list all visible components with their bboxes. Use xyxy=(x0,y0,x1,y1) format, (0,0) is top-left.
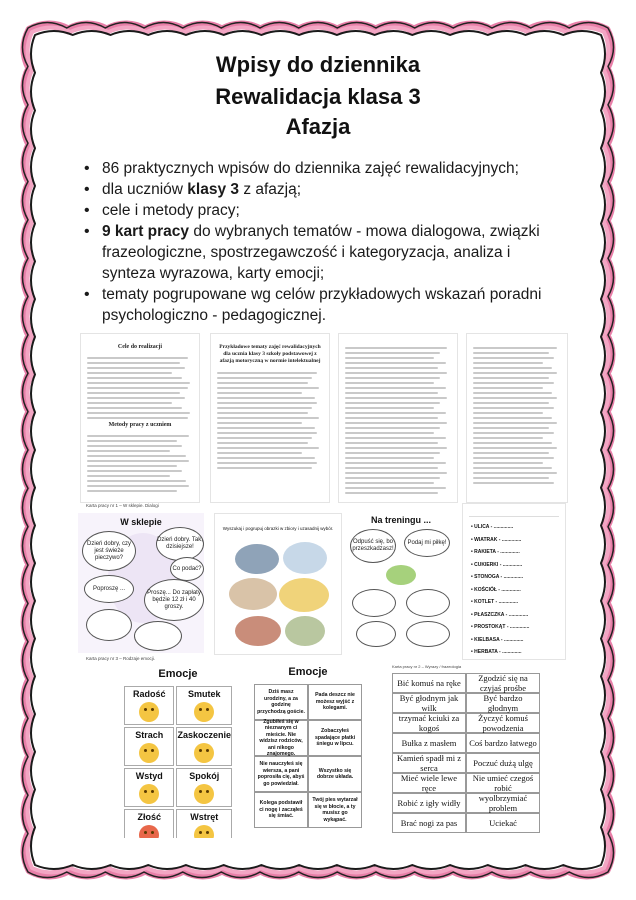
text-line xyxy=(473,462,543,464)
words-list xyxy=(463,521,565,660)
text-line xyxy=(87,382,190,384)
page4-lines xyxy=(467,334,567,484)
text-line xyxy=(473,417,552,419)
text-line xyxy=(217,402,317,404)
page2-title: Przykładowe tematy zajęć rewalidacyjnych dla ucznia klasy 3 szkoły podstawowej z afazją motoryczną w normie intelektualnej xyxy=(219,344,321,364)
text-line xyxy=(473,447,557,449)
worksheet-shop xyxy=(78,513,204,653)
scenario-cell: Wszystko się dobrze układa. xyxy=(308,756,362,792)
text-line xyxy=(217,377,312,379)
text-line xyxy=(87,402,172,404)
text-line xyxy=(345,457,434,459)
text-line xyxy=(345,362,446,364)
text-line xyxy=(473,372,557,374)
word-list-item: • STONOGA - .............. xyxy=(471,574,524,580)
surprise-face-icon xyxy=(194,743,214,763)
feature-item-5: • tematy pogrupowane wg celów przykładowych wskazań poradni psychologiczno - pedagogicznej. xyxy=(84,284,564,326)
word-label: STONOGA xyxy=(474,574,500,580)
word-label: RAKIETA xyxy=(474,549,496,555)
text-line xyxy=(87,392,180,394)
text-line xyxy=(473,387,543,389)
shop-bubble-1: Dzień dobry, czy jest świeże pieczywo? xyxy=(82,531,136,571)
training-bubble-1: Odpuść się, bo przeszkadzasz! xyxy=(350,529,396,563)
text-line xyxy=(217,382,308,384)
joy-face-icon xyxy=(139,702,159,722)
scenario-cell: Nie nauczyłeś się wiersza, a pani poprosiła cię, abyś go powiedział. xyxy=(254,756,308,792)
text-line xyxy=(217,437,312,439)
saying-meaning: Nie umieć czegoś robić xyxy=(466,773,540,793)
text-line xyxy=(345,402,440,404)
saying-phrase: Być głodnym jak wilk xyxy=(392,693,466,713)
worksheet-sorting xyxy=(214,513,342,655)
word-label: HERBATA xyxy=(474,649,498,655)
text-line xyxy=(87,440,177,442)
text-line xyxy=(217,442,308,444)
saying-phrase: Bułka z masłem xyxy=(392,733,466,753)
text-line xyxy=(473,472,557,474)
training-bubble-empty-2 xyxy=(406,589,450,617)
text-line xyxy=(217,407,312,409)
text-line xyxy=(345,377,440,379)
text-line xyxy=(217,397,315,399)
text-line xyxy=(473,347,557,349)
fear-face-icon xyxy=(139,743,159,763)
scenarios-title: Emocje xyxy=(288,666,328,678)
text-line xyxy=(217,412,308,414)
page1-subtitle: Metody pracy z uczniem xyxy=(108,422,172,428)
worksheet-sayings xyxy=(380,662,548,842)
scenario-cell: Zobaczyłeś spadające płatki śniegu w lipcu. xyxy=(308,720,362,756)
scenario-cell: Twój pies wytarzał się w błocie, a ty musisz go wykąpać. xyxy=(308,792,362,828)
text-line xyxy=(345,367,438,369)
caption-worksheet-2: Karta pracy nr 3 – Rodzaje emocji. xyxy=(86,656,156,661)
anger-face-icon xyxy=(139,825,159,838)
text-line xyxy=(473,432,554,434)
text-line xyxy=(473,377,549,379)
text-line xyxy=(217,462,317,464)
sorting-cluster-5 xyxy=(235,616,281,646)
training-bubble-empty-4 xyxy=(406,621,450,647)
text-line xyxy=(87,460,189,462)
text-line xyxy=(473,352,549,354)
doc-page-goals xyxy=(80,333,200,503)
word-list-item: • PŁASZCZKA - .............. xyxy=(471,611,529,618)
text-line xyxy=(345,352,440,354)
text-line xyxy=(345,392,438,394)
emotion-sadness: Smutek xyxy=(176,686,232,725)
text-line xyxy=(473,467,552,469)
title-line-2: Rewalidacja klasa 3 xyxy=(215,84,421,109)
text-line xyxy=(87,490,177,492)
page1-lines xyxy=(81,350,199,419)
text-line xyxy=(345,452,440,454)
saying-meaning: Poczuć dużą ulgę xyxy=(466,753,540,773)
text-line xyxy=(473,362,543,364)
word-label: WIATRAK xyxy=(474,536,498,543)
text-line xyxy=(87,412,190,414)
text-line xyxy=(473,382,554,384)
text-line xyxy=(473,402,549,404)
text-line xyxy=(473,407,554,409)
sorting-cluster-1 xyxy=(235,544,279,574)
training-bubble-empty-3 xyxy=(356,621,396,647)
shop-bubble-empty-2 xyxy=(134,621,182,651)
text-line xyxy=(87,435,189,437)
text-line xyxy=(345,427,440,429)
saying-meaning: Coś bardzo łatwego xyxy=(466,733,540,753)
text-line xyxy=(87,367,185,369)
doc-page-topics xyxy=(210,333,330,503)
text-line xyxy=(217,447,319,449)
scenario-cell: Kolega podstawił ci nogę i zacząłeś się śmiać. xyxy=(254,792,308,828)
sayings-grid xyxy=(392,673,540,833)
text-line xyxy=(217,467,312,469)
emotions-grid xyxy=(124,686,232,838)
shop-bubble-4: Poproszę ... xyxy=(84,575,134,603)
text-line xyxy=(87,445,182,447)
word-label: PROSTOKĄT xyxy=(474,624,506,630)
scenario-cell: Zgubiłeś się w nieznanym ci mieście. Nie widzisz rodziców, ani nikogo znajomego. xyxy=(254,720,308,756)
text-line xyxy=(473,397,557,399)
text-line xyxy=(87,455,186,457)
word-list-item: • ULICA - .............. xyxy=(471,524,514,530)
word-label: KOTLET xyxy=(474,599,495,605)
text-line xyxy=(87,407,182,409)
word-list-item: • CUKIERKI - .............. xyxy=(471,561,523,568)
saying-phrase: Mieć wiele lewe ręce xyxy=(392,773,466,793)
text-line xyxy=(87,417,188,419)
text-line xyxy=(87,485,189,487)
scenario-cell: Dziś masz urodziny, a za godzinę przychodzą goście. xyxy=(254,684,308,720)
disgust-face-icon xyxy=(194,825,214,838)
text-line xyxy=(473,477,549,479)
text-line xyxy=(345,462,446,464)
word-label: PŁASZCZKA xyxy=(474,611,505,618)
training-title: Na treningu ... xyxy=(370,515,431,525)
word-label: CUKIERKI xyxy=(474,561,499,568)
text-line xyxy=(473,367,552,369)
text-line xyxy=(345,397,447,399)
sorting-cluster-2 xyxy=(283,542,327,574)
page1-lines-2 xyxy=(81,428,199,492)
text-line xyxy=(217,427,315,429)
emotion-disgust: Wstręt xyxy=(176,809,232,838)
sorting-cluster-6 xyxy=(285,616,325,646)
word-label: KOŚCIÓŁ xyxy=(474,586,497,593)
text-line xyxy=(345,382,434,384)
sad-face-icon xyxy=(194,702,214,722)
text-line xyxy=(473,452,549,454)
feature-item-1: • 86 praktycznych wpisów do dziennika zajęć rewalidacyjnych; xyxy=(84,158,564,179)
text-line xyxy=(473,457,554,459)
worksheet-training xyxy=(346,513,456,653)
sorting-cluster-3 xyxy=(229,578,277,610)
text-line xyxy=(217,452,302,454)
word-list-item xyxy=(471,659,565,661)
text-line xyxy=(345,472,447,474)
text-line xyxy=(217,372,317,374)
caption-worksheet-1: Karta pracy nr 1 – W sklepie. Dialogi xyxy=(86,503,159,508)
word-list-item: • KOŚCIÓŁ - .............. xyxy=(471,586,521,593)
text-line xyxy=(473,442,552,444)
shame-face-icon xyxy=(139,784,159,804)
worksheet-emotions xyxy=(124,668,232,838)
page1-title: Cele do realizacji xyxy=(117,344,163,350)
text-line xyxy=(345,387,446,389)
calm-face-icon xyxy=(194,784,214,804)
text-line xyxy=(217,392,302,394)
word-list-item: • KOTLET - .............. xyxy=(471,599,519,605)
text-line xyxy=(87,470,182,472)
saying-meaning: Uciekać xyxy=(466,813,540,833)
sorting-cluster-4 xyxy=(279,578,329,612)
word-list-item: • WIATRAK - .............. xyxy=(471,536,522,543)
worksheet-words xyxy=(462,503,566,660)
saying-meaning: Zgodzić się na czyjaś prośbe xyxy=(466,673,540,693)
saying-phrase: Brać nogi za pas xyxy=(392,813,466,833)
text-line xyxy=(473,422,557,424)
title-line-3: Afazja xyxy=(285,114,351,139)
emotion-joy: Radość xyxy=(124,686,174,725)
text-line xyxy=(87,387,188,389)
feature-item-2: • dla uczniów klasy 3 z afazją; xyxy=(84,179,564,200)
text-line xyxy=(87,377,182,379)
page3-lines xyxy=(339,334,457,494)
text-line xyxy=(473,482,554,484)
text-line xyxy=(217,387,319,389)
title-line-1: Wpisy do dziennika xyxy=(215,52,421,77)
training-bubble-empty-1 xyxy=(352,589,396,617)
saying-meaning: Być bardzo głodnym xyxy=(466,693,540,713)
shop-bubble-3: Co podać? xyxy=(170,557,204,581)
text-line xyxy=(217,457,315,459)
text-line xyxy=(345,447,447,449)
text-line xyxy=(87,465,177,467)
saying-phrase: trzymać kciuki za kogoś xyxy=(392,713,466,733)
text-line xyxy=(217,417,319,419)
text-line xyxy=(87,397,185,399)
shop-bubble-5: Proszę... Do zapłaty będzie 12 zł i 40 groszy. xyxy=(144,579,204,621)
text-line xyxy=(473,392,552,394)
saying-meaning: wyolbrzymiać problem xyxy=(466,793,540,813)
emotion-anger: Złość xyxy=(124,809,174,838)
text-line xyxy=(345,442,438,444)
text-line xyxy=(345,357,434,359)
page2-lines xyxy=(211,365,329,469)
text-line xyxy=(345,417,438,419)
text-line xyxy=(345,477,440,479)
emotion-calm: Spokój xyxy=(176,768,232,807)
text-line xyxy=(345,372,447,374)
text-line xyxy=(345,467,438,469)
training-players xyxy=(386,565,416,585)
word-label: KIELBASA xyxy=(474,636,500,643)
sayings-caption: Karta pracy nr 2 – Wyrazy / frazeologia xyxy=(392,664,462,669)
text-line xyxy=(87,475,170,477)
text-line xyxy=(345,432,434,434)
text-line xyxy=(473,412,543,414)
saying-meaning: Życzyć komuś powodzenia xyxy=(466,713,540,733)
text-line xyxy=(217,422,302,424)
sorting-title: Wyszukaj i pogrupuj obrazki w zbiory i uzasadnij wybór. xyxy=(222,526,334,531)
text-line xyxy=(473,427,549,429)
shop-title: W sklepie xyxy=(120,517,162,527)
emotion-fear: Strach xyxy=(124,727,174,766)
feature-item-4: • 9 kart pracy do wybranych tematów - mowa dialogowa, związki frazeologiczne, spostrzegawczość i kategoryzacja, analiza i synteza wyrazowa, karty emocji; xyxy=(84,221,564,284)
words-header xyxy=(469,508,559,517)
text-line xyxy=(217,432,317,434)
doc-page-topics-3 xyxy=(466,333,568,503)
text-line xyxy=(345,422,447,424)
doc-page-topics-2 xyxy=(338,333,458,503)
training-bubble-2: Podaj mi piłkę! xyxy=(404,529,450,557)
worksheet-emotion-scenarios xyxy=(250,663,366,841)
text-line xyxy=(473,357,554,359)
word-list-item: • RAKIETA - .............. xyxy=(471,549,520,555)
text-line xyxy=(345,412,446,414)
scenario-cell: Pada deszcz nie możesz wyjść z kolegami. xyxy=(308,684,362,720)
feature-item-3: • cele i metody pracy; xyxy=(84,200,564,221)
word-list-item: • PROSTOKĄT - .............. xyxy=(471,624,530,630)
text-line xyxy=(87,450,170,452)
text-line xyxy=(87,372,172,374)
text-line xyxy=(345,482,434,484)
feature-list xyxy=(84,158,564,326)
text-line xyxy=(473,437,543,439)
saying-phrase: Robić z igły widły xyxy=(392,793,466,813)
text-line xyxy=(345,492,438,494)
shop-bubble-empty-1 xyxy=(86,609,132,641)
text-line xyxy=(87,362,180,364)
text-line xyxy=(345,487,446,489)
emotion-shame: Wstyd xyxy=(124,768,174,807)
word-label: ULICA xyxy=(474,524,490,530)
text-line xyxy=(345,347,447,349)
text-line xyxy=(345,437,446,439)
word-list-item: • KIELBASA - .............. xyxy=(471,636,524,643)
text-line xyxy=(87,357,188,359)
emotion-surprise: Zaskoczenie xyxy=(176,727,232,766)
text-line xyxy=(345,407,434,409)
shop-bubble-2: Dzień dobry. Tak, dzisiejsze! xyxy=(156,527,204,561)
text-line xyxy=(87,480,186,482)
emotions-title: Emocje xyxy=(158,668,198,680)
word-list-item: • HERBATA - .............. xyxy=(471,649,522,655)
saying-phrase: Bić komuś na ręke xyxy=(392,673,466,693)
saying-phrase: Kamień spadł mi z serca xyxy=(392,753,466,773)
scenarios-grid xyxy=(254,684,362,828)
